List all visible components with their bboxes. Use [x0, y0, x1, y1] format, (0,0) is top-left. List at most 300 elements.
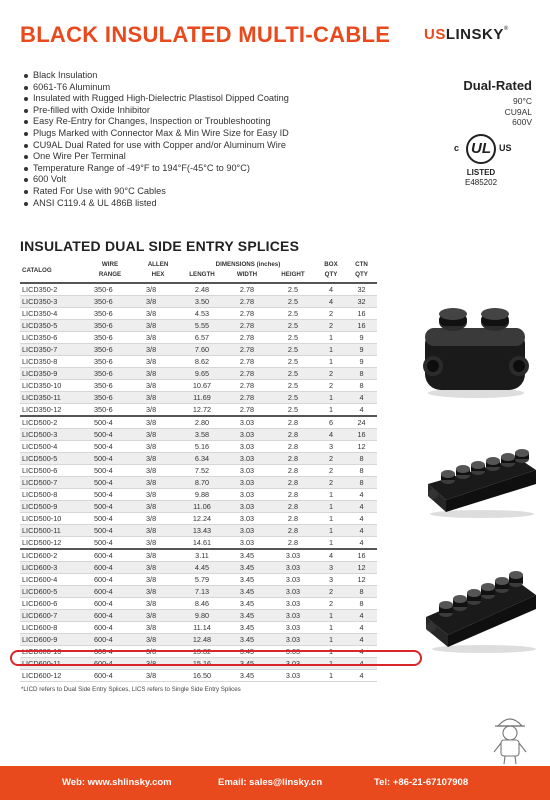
cell-wire-range: 350-6 [84, 404, 136, 417]
footer-phone: Tel: +86-21-67107908 [374, 777, 469, 788]
cell-length: 11.06 [180, 501, 224, 513]
cell-box-qty: 1 [316, 670, 346, 682]
table-row [20, 537, 377, 550]
table-row [20, 525, 377, 537]
cell-width: 2.78 [224, 356, 270, 368]
cell-wire-range: 600-4 [84, 622, 136, 634]
cell-ctn-qty: 4 [346, 646, 377, 658]
cell-catalog: LICD350-10 [20, 380, 84, 392]
header-box-qty: QTY [316, 270, 346, 283]
cell-length: 8.70 [180, 477, 224, 489]
splice-spec-table [20, 258, 377, 682]
table-row [20, 308, 377, 320]
cell-catalog: LICD350-11 [20, 392, 84, 404]
cell-length: 6.57 [180, 332, 224, 344]
cell-ctn-qty: 4 [346, 634, 377, 646]
registered-mark: ® [503, 26, 509, 32]
table-row [20, 404, 377, 417]
feature-item: CU9AL Dual Rated for use with Copper and/or Aluminum Wire [24, 140, 289, 152]
cell-length: 10.67 [180, 380, 224, 392]
cell-height: 2.5 [270, 320, 316, 332]
cell-catalog: LICD350-5 [20, 320, 84, 332]
cell-width: 3.45 [224, 610, 270, 622]
cell-height: 3.03 [270, 574, 316, 586]
two-port-splice-image [415, 300, 537, 400]
cell-wire-range: 500-4 [84, 537, 136, 550]
rating-voltage: 600V [512, 117, 532, 127]
cell-allen-hex: 3/8 [136, 646, 180, 658]
cell-height: 3.03 [270, 634, 316, 646]
footer-website-link[interactable]: Web: www.shlinsky.com [62, 777, 172, 788]
cell-allen-hex: 3/8 [136, 562, 180, 574]
ul-file-number: E485202 [464, 178, 498, 187]
feature-item: One Wire Per Terminal [24, 151, 289, 163]
cell-width: 3.03 [224, 501, 270, 513]
cell-ctn-qty: 8 [346, 368, 377, 380]
cell-ctn-qty: 4 [346, 404, 377, 417]
cell-wire-range: 350-6 [84, 380, 136, 392]
cell-catalog: LICD600-7 [20, 610, 84, 622]
cell-width: 3.03 [224, 489, 270, 501]
cell-width: 2.78 [224, 332, 270, 344]
table-row [20, 670, 377, 682]
cell-box-qty: 2 [316, 368, 346, 380]
feature-item: 600 Volt [24, 174, 289, 186]
cell-ctn-qty: 4 [346, 489, 377, 501]
contact-footer [0, 766, 550, 800]
cell-allen-hex: 3/8 [136, 501, 180, 513]
cell-width: 3.03 [224, 441, 270, 453]
cell-width: 3.45 [224, 658, 270, 670]
cell-box-qty: 2 [316, 308, 346, 320]
table-group-350 [20, 283, 377, 416]
cell-width: 3.03 [224, 465, 270, 477]
cell-height: 2.5 [270, 392, 316, 404]
cell-length: 5.55 [180, 320, 224, 332]
cell-allen-hex: 3/8 [136, 429, 180, 441]
cell-height: 2.5 [270, 368, 316, 380]
cell-box-qty: 2 [316, 465, 346, 477]
cell-length: 11.69 [180, 392, 224, 404]
cell-box-qty: 1 [316, 332, 346, 344]
cell-ctn-qty: 12 [346, 562, 377, 574]
cell-height: 2.8 [270, 465, 316, 477]
table-row [20, 344, 377, 356]
cell-catalog: LICD500-8 [20, 489, 84, 501]
table-row [20, 368, 377, 380]
cell-width: 2.78 [224, 320, 270, 332]
cell-ctn-qty: 4 [346, 670, 377, 682]
cell-ctn-qty: 4 [346, 622, 377, 634]
cell-allen-hex: 3/8 [136, 356, 180, 368]
cell-wire-range: 600-4 [84, 634, 136, 646]
cell-allen-hex: 3/8 [136, 344, 180, 356]
table-row [20, 610, 377, 622]
cell-wire-range: 600-4 [84, 586, 136, 598]
cell-box-qty: 1 [316, 513, 346, 525]
brand-prefix: US [424, 26, 446, 43]
cell-box-qty: 2 [316, 477, 346, 489]
cell-wire-range: 350-6 [84, 320, 136, 332]
cell-allen-hex: 3/8 [136, 670, 180, 682]
cell-wire-range: 600-4 [84, 562, 136, 574]
feature-item: Temperature Range of -49°F to 194°F(-45°C to 90°C) [24, 163, 289, 175]
cell-ctn-qty: 9 [346, 356, 377, 368]
cell-length: 8.46 [180, 598, 224, 610]
cell-height: 3.03 [270, 598, 316, 610]
cell-catalog: LICD350-6 [20, 332, 84, 344]
header-length: LENGTH [180, 270, 224, 283]
cell-ctn-qty: 9 [346, 332, 377, 344]
cell-allen-hex: 3/8 [136, 513, 180, 525]
cell-catalog: LICD600-12 [20, 670, 84, 682]
cell-height: 3.03 [270, 670, 316, 682]
cell-wire-range: 350-6 [84, 356, 136, 368]
cell-length: 3.11 [180, 549, 224, 562]
cell-box-qty: 3 [316, 574, 346, 586]
cell-catalog: LICD350-2 [20, 283, 84, 296]
cell-ctn-qty: 4 [346, 513, 377, 525]
cell-length: 11.14 [180, 622, 224, 634]
cell-wire-range: 500-4 [84, 513, 136, 525]
header-range: RANGE [84, 270, 136, 283]
table-row [20, 429, 377, 441]
cell-wire-range: 500-4 [84, 453, 136, 465]
footer-email-link[interactable]: Email: sales@linsky.cn [218, 777, 323, 788]
feature-item: Plugs Marked with Connector Max & Min Wire Size for Easy ID [24, 128, 289, 140]
cell-wire-range: 350-6 [84, 283, 136, 296]
cell-wire-range: 350-6 [84, 392, 136, 404]
cell-catalog: LICD500-9 [20, 501, 84, 513]
rating-material: CU9AL [504, 106, 532, 117]
cell-height: 2.5 [270, 332, 316, 344]
cell-wire-range: 500-4 [84, 465, 136, 477]
cell-ctn-qty: 16 [346, 308, 377, 320]
cell-width: 3.45 [224, 634, 270, 646]
cell-length: 2.80 [180, 416, 224, 429]
cell-ctn-qty: 16 [346, 320, 377, 332]
cell-box-qty: 1 [316, 525, 346, 537]
cell-allen-hex: 3/8 [136, 586, 180, 598]
cell-catalog: LICD600-3 [20, 562, 84, 574]
cell-height: 2.5 [270, 380, 316, 392]
cell-width: 3.45 [224, 562, 270, 574]
cell-height: 2.8 [270, 429, 316, 441]
table-row [20, 549, 377, 562]
cell-height: 3.03 [270, 646, 316, 658]
header-width: WIDTH [224, 270, 270, 283]
cell-height: 2.8 [270, 453, 316, 465]
cell-width: 3.45 [224, 574, 270, 586]
cell-allen-hex: 3/8 [136, 441, 180, 453]
cell-length: 4.45 [180, 562, 224, 574]
header-allen: ALLEN [147, 261, 169, 268]
cell-allen-hex: 3/8 [136, 598, 180, 610]
feature-item: Easy Re-Entry for Changes, Inspection or Troubleshooting [24, 116, 289, 128]
cell-catalog: LICD500-12 [20, 537, 84, 550]
cell-height: 3.03 [270, 622, 316, 634]
cell-length: 13.43 [180, 525, 224, 537]
cell-box-qty: 2 [316, 453, 346, 465]
cell-box-qty: 4 [316, 283, 346, 296]
cell-wire-range: 350-6 [84, 344, 136, 356]
cell-length: 14.61 [180, 537, 224, 550]
cell-box-qty: 4 [316, 429, 346, 441]
cell-wire-range: 500-4 [84, 429, 136, 441]
table-row [20, 622, 377, 634]
cell-width: 2.78 [224, 368, 270, 380]
cell-catalog: LICD350-12 [20, 404, 84, 417]
cell-wire-range: 500-4 [84, 501, 136, 513]
header-height: HEIGHT [270, 270, 316, 283]
table-group-500 [20, 416, 377, 549]
ul-c-label: c [454, 143, 460, 153]
cell-catalog: LICD600-2 [20, 549, 84, 562]
cell-catalog: LICD600-10 [20, 646, 84, 658]
brand-rest: LINSKY [445, 26, 504, 43]
cell-catalog: LICD600-9 [20, 634, 84, 646]
cell-width: 3.03 [224, 477, 270, 489]
cell-width: 3.03 [224, 513, 270, 525]
cell-catalog: LICD600-5 [20, 586, 84, 598]
cell-ctn-qty: 12 [346, 574, 377, 586]
cell-catalog: LICD500-5 [20, 453, 84, 465]
cell-height: 3.03 [270, 658, 316, 670]
cell-catalog: LICD500-2 [20, 416, 84, 429]
cell-ctn-qty: 8 [346, 453, 377, 465]
ul-us-label: US [499, 143, 512, 153]
cell-wire-range: 500-4 [84, 489, 136, 501]
cell-box-qty: 2 [316, 380, 346, 392]
cell-length: 9.80 [180, 610, 224, 622]
table-row [20, 296, 377, 308]
cell-height: 2.8 [270, 489, 316, 501]
cell-box-qty: 1 [316, 344, 346, 356]
cell-width: 3.45 [224, 549, 270, 562]
cell-length: 7.13 [180, 586, 224, 598]
ul-logo-icon: UL [466, 134, 496, 164]
cell-length: 7.60 [180, 344, 224, 356]
cell-length: 7.52 [180, 465, 224, 477]
cell-width: 2.78 [224, 344, 270, 356]
cell-catalog: LICD500-10 [20, 513, 84, 525]
cell-ctn-qty: 4 [346, 501, 377, 513]
cell-height: 3.03 [270, 610, 316, 622]
cell-width: 3.03 [224, 416, 270, 429]
cell-height: 2.8 [270, 477, 316, 489]
cell-box-qty: 2 [316, 320, 346, 332]
cell-allen-hex: 3/8 [136, 658, 180, 670]
cell-wire-range: 500-4 [84, 416, 136, 429]
cell-wire-range: 600-4 [84, 549, 136, 562]
feature-item: Black Insulation [24, 70, 289, 82]
cell-length: 12.48 [180, 634, 224, 646]
cell-box-qty: 1 [316, 356, 346, 368]
cell-length: 2.48 [180, 283, 224, 296]
rating-temperature: 90°C [513, 96, 532, 106]
cell-length: 4.53 [180, 308, 224, 320]
cell-width: 2.78 [224, 308, 270, 320]
cell-height: 2.5 [270, 296, 316, 308]
cell-box-qty: 2 [316, 598, 346, 610]
cell-wire-range: 600-4 [84, 598, 136, 610]
cell-box-qty: 6 [316, 416, 346, 429]
header-hex: HEX [136, 270, 180, 283]
cell-allen-hex: 3/8 [136, 465, 180, 477]
feature-item: ANSI C119.4 & UL 486B listed [24, 198, 289, 210]
cell-ctn-qty: 8 [346, 598, 377, 610]
cell-allen-hex: 3/8 [136, 453, 180, 465]
cell-length: 5.16 [180, 441, 224, 453]
cell-height: 2.8 [270, 513, 316, 525]
cell-length: 3.58 [180, 429, 224, 441]
header-dimensions: DIMENSIONS (inches) [215, 261, 281, 268]
cell-length: 15.16 [180, 658, 224, 670]
cell-wire-range: 500-4 [84, 525, 136, 537]
cell-box-qty: 1 [316, 646, 346, 658]
table-row [20, 574, 377, 586]
header-box: BOX [324, 261, 338, 268]
cell-catalog: LICD350-9 [20, 368, 84, 380]
cell-catalog: LICD600-11 [20, 658, 84, 670]
cell-ctn-qty: 4 [346, 658, 377, 670]
cell-allen-hex: 3/8 [136, 549, 180, 562]
cell-allen-hex: 3/8 [136, 308, 180, 320]
cell-ctn-qty: 9 [346, 344, 377, 356]
table-row [20, 392, 377, 404]
feature-item: Insulated with Rugged High-Dielectric Plastisol Dipped Coating [24, 93, 289, 105]
cell-height: 3.03 [270, 562, 316, 574]
cell-catalog: LICD500-3 [20, 429, 84, 441]
table-row [20, 332, 377, 344]
header-catalog: CATALOG [22, 267, 52, 274]
cell-catalog: LICD600-6 [20, 598, 84, 610]
cell-box-qty: 2 [316, 586, 346, 598]
cell-allen-hex: 3/8 [136, 477, 180, 489]
cell-allen-hex: 3/8 [136, 283, 180, 296]
cell-length: 5.79 [180, 574, 224, 586]
cell-ctn-qty: 24 [346, 416, 377, 429]
cell-allen-hex: 3/8 [136, 537, 180, 550]
six-port-splice-image [422, 440, 542, 520]
cell-wire-range: 600-4 [84, 670, 136, 682]
cell-ctn-qty: 12 [346, 441, 377, 453]
cell-allen-hex: 3/8 [136, 525, 180, 537]
cell-length: 16.50 [180, 670, 224, 682]
table-row [20, 380, 377, 392]
feature-item: Pre-filled with Oxide Inhibitor [24, 105, 289, 117]
cell-width: 3.45 [224, 670, 270, 682]
table-row [20, 453, 377, 465]
cell-wire-range: 500-4 [84, 477, 136, 489]
cell-height: 3.03 [270, 586, 316, 598]
cell-length: 6.34 [180, 453, 224, 465]
cell-catalog: LICD600-4 [20, 574, 84, 586]
cell-allen-hex: 3/8 [136, 622, 180, 634]
cell-width: 3.03 [224, 537, 270, 550]
cell-allen-hex: 3/8 [136, 489, 180, 501]
cell-allen-hex: 3/8 [136, 296, 180, 308]
table-row [20, 416, 377, 429]
cell-catalog: LICD500-6 [20, 465, 84, 477]
table-row [20, 465, 377, 477]
feature-item: Rated For Use with 90°C Cables [24, 186, 289, 198]
page-title: BLACK INSULATED MULTI-CABLE [20, 22, 391, 47]
cell-height: 2.8 [270, 525, 316, 537]
cell-box-qty: 1 [316, 537, 346, 550]
cell-box-qty: 4 [316, 549, 346, 562]
table-row [20, 283, 377, 296]
section-title: INSULATED DUAL SIDE ENTRY SPLICES [20, 238, 300, 254]
cell-height: 2.5 [270, 283, 316, 296]
cell-width: 3.03 [224, 453, 270, 465]
cell-ctn-qty: 32 [346, 296, 377, 308]
cell-wire-range: 350-6 [84, 308, 136, 320]
cell-wire-range: 500-4 [84, 441, 136, 453]
table-row [20, 441, 377, 453]
cell-width: 3.45 [224, 622, 270, 634]
cell-box-qty: 1 [316, 392, 346, 404]
cell-catalog: LICD600-8 [20, 622, 84, 634]
cell-allen-hex: 3/8 [136, 320, 180, 332]
cell-length: 8.62 [180, 356, 224, 368]
table-row [20, 598, 377, 610]
cell-width: 3.45 [224, 646, 270, 658]
cell-box-qty: 1 [316, 610, 346, 622]
cell-wire-range: 350-6 [84, 368, 136, 380]
table-row [20, 513, 377, 525]
cell-ctn-qty: 8 [346, 465, 377, 477]
header-ctn-qty: QTY [346, 270, 377, 283]
cell-wire-range: 350-6 [84, 296, 136, 308]
row-highlight-oval [10, 650, 422, 666]
cell-box-qty: 4 [316, 296, 346, 308]
cell-ctn-qty: 16 [346, 549, 377, 562]
cell-catalog: LICD500-7 [20, 477, 84, 489]
ul-listed-mark [454, 130, 518, 190]
cell-box-qty: 3 [316, 441, 346, 453]
cell-width: 2.78 [224, 296, 270, 308]
cell-box-qty: 1 [316, 489, 346, 501]
cell-length: 3.50 [180, 296, 224, 308]
cell-allen-hex: 3/8 [136, 634, 180, 646]
table-row [20, 501, 377, 513]
cell-wire-range: 600-4 [84, 610, 136, 622]
cell-box-qty: 1 [316, 658, 346, 670]
cell-catalog: LICD350-3 [20, 296, 84, 308]
cell-height: 2.8 [270, 501, 316, 513]
cell-ctn-qty: 4 [346, 525, 377, 537]
table-row [20, 562, 377, 574]
cell-width: 2.78 [224, 392, 270, 404]
worker-mascot-icon [488, 710, 532, 766]
cell-height: 3.03 [270, 549, 316, 562]
cell-catalog: LICD350-7 [20, 344, 84, 356]
ul-listed-label: LISTED [466, 168, 496, 177]
cell-length: 12.24 [180, 513, 224, 525]
cell-ctn-qty: 32 [346, 283, 377, 296]
cell-allen-hex: 3/8 [136, 392, 180, 404]
table-row [20, 634, 377, 646]
cell-box-qty: 1 [316, 622, 346, 634]
cell-catalog: LICD500-11 [20, 525, 84, 537]
table-row [20, 320, 377, 332]
cell-allen-hex: 3/8 [136, 332, 180, 344]
table-row [20, 586, 377, 598]
cell-wire-range: 350-6 [84, 332, 136, 344]
feature-item: 6061-T6 Aluminum [24, 82, 289, 94]
cell-height: 2.5 [270, 308, 316, 320]
